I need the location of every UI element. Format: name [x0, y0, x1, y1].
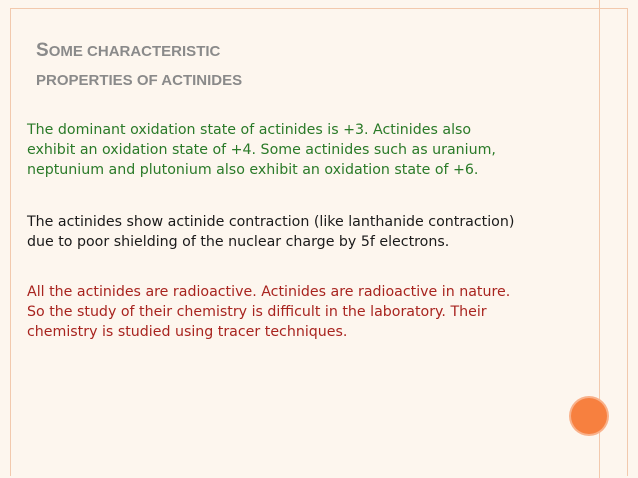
title-line-2: PROPERTIES OF ACTINIDES: [36, 72, 243, 89]
title-initial-capital: S: [36, 40, 49, 61]
paragraph-oxidation-states: [27, 120, 597, 180]
paragraph-line: chemistry is studied using tracer techniques.: [27, 324, 348, 340]
paragraph-line: exhibit an oxidation state of +4. Some actinides such as uranium,: [27, 142, 496, 158]
slide-title: [36, 36, 242, 95]
paragraph-line: The actinides show actinide contraction (like lanthanide contraction): [27, 214, 515, 230]
decorative-orange-circle: [571, 398, 607, 434]
paragraph-line: So the study of their chemistry is difficult in the laboratory. Their: [27, 304, 487, 320]
paragraph-line: neptunium and plutonium also exhibit an oxidation state of +6.: [27, 162, 479, 178]
title-line-1-rest: OME CHARACTERISTIC: [48, 43, 221, 60]
paragraph-line: due to poor shielding of the nuclear charge by 5f electrons.: [27, 234, 450, 250]
title-line-1: [36, 36, 242, 66]
paragraph-line: All the actinides are radioactive. Actinides are radioactive in nature.: [27, 284, 511, 300]
paragraph-actinide-contraction: [27, 212, 597, 252]
paragraph-line: The dominant oxidation state of actinides is +3. Actinides also: [27, 122, 472, 138]
paragraph-radioactivity: [27, 282, 597, 342]
